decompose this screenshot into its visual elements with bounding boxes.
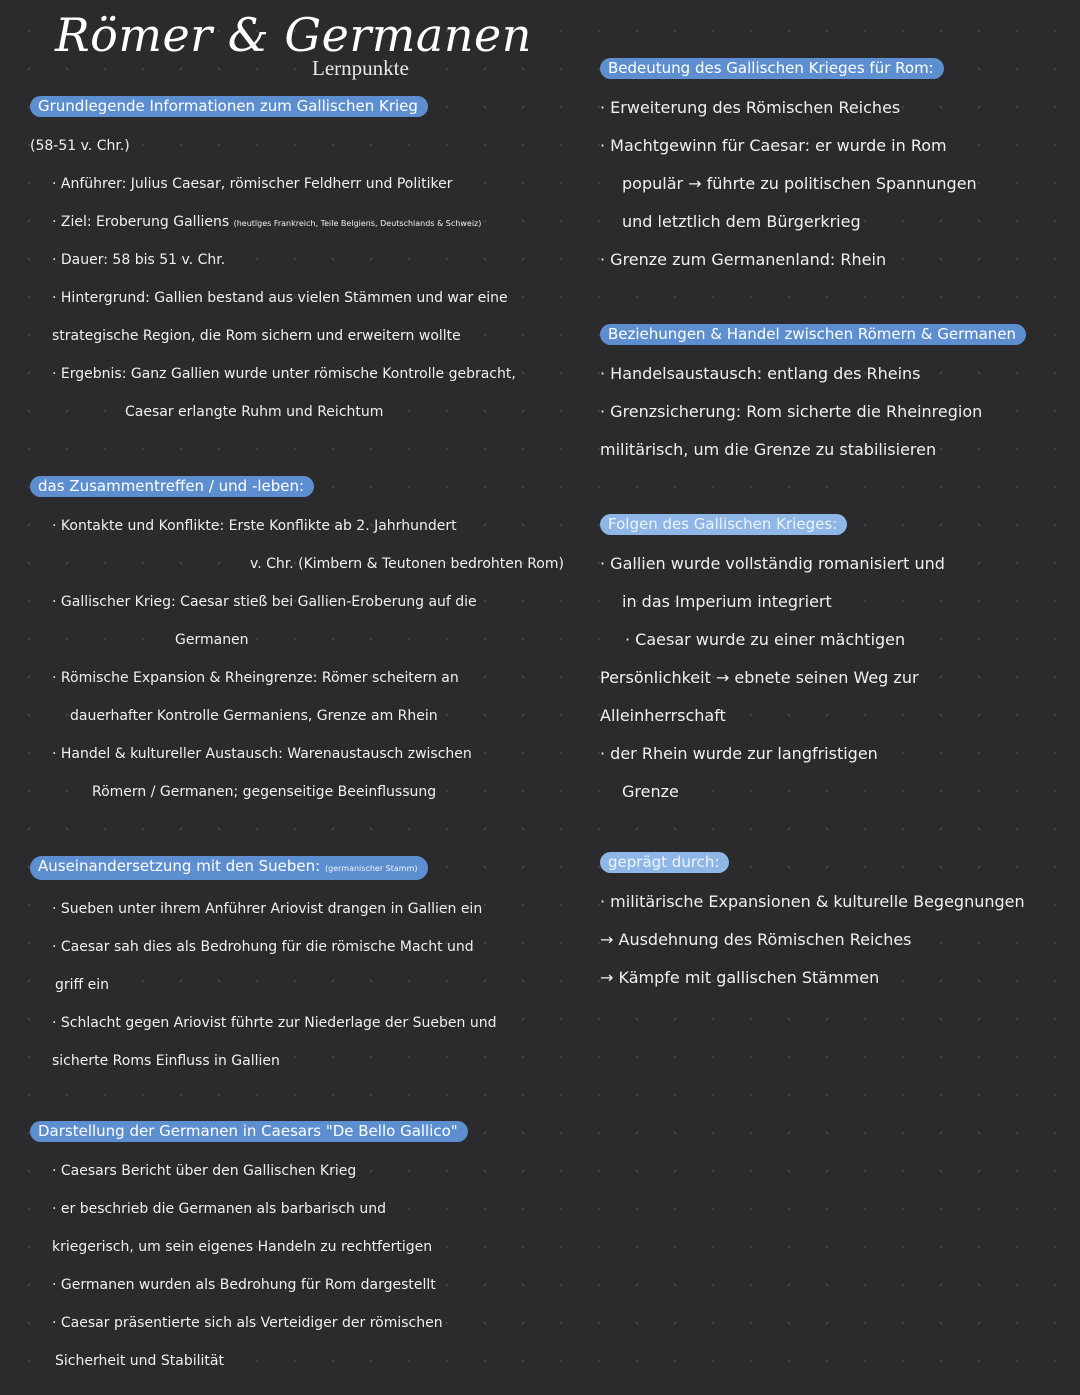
- note-line: · Caesar präsentierte sich als Verteidiger der römischen: [52, 1315, 443, 1331]
- section-heading: das Zusammentreffen / und -leben:: [30, 476, 314, 497]
- section-folgen: [600, 514, 1075, 811]
- note-line: (58-51 v. Chr.): [30, 138, 130, 154]
- note-line: · Handel & kultureller Austausch: Warenaustausch zwischen: [52, 746, 472, 762]
- note-line: · Caesar wurde zu einer mächtigen: [625, 630, 906, 649]
- note-line: · Erweiterung des Römischen Reiches: [600, 98, 901, 117]
- section-heading-text: Auseinandersetzung mit den Sueben:: [38, 857, 321, 875]
- note-line: sicherte Roms Einfluss in Gallien: [52, 1053, 280, 1069]
- note-line: griff ein: [55, 977, 110, 993]
- section-heading: Bedeutung des Gallischen Krieges für Rom:: [600, 58, 944, 79]
- page-subtitle: Lernpunkte: [312, 56, 409, 80]
- section-heading: Darstellung der Germanen in Caesars "De Bello Gallico": [30, 1121, 468, 1142]
- note-line: · Grenzsicherung: Rom sicherte die Rheinregion: [600, 402, 983, 421]
- note-line: Germanen: [175, 632, 249, 648]
- section-lines: [600, 883, 1075, 997]
- note-line: militärisch, um die Grenze zu stabilisieren: [600, 440, 937, 459]
- note-line: · Machtgewinn für Caesar: er wurde in Rom: [600, 136, 947, 155]
- note-line: · Gallien wurde vollständig romanisiert und: [600, 554, 945, 573]
- section-lines: [600, 355, 1075, 469]
- section-grundlegende-informationen: [30, 96, 550, 431]
- section-heading-tag: (germanischer Stamm): [325, 864, 418, 873]
- note-line: populär → führte zu politischen Spannungen: [622, 174, 977, 193]
- note-line: · er beschrieb die Germanen als barbarisch und: [52, 1201, 387, 1217]
- note-line: · Anführer: Julius Caesar, römischer Feldherr und Politiker: [52, 176, 453, 192]
- note-line: · Germanen wurden als Bedrohung für Rom dargestellt: [52, 1277, 436, 1293]
- note-line: · Caesar sah dies als Bedrohung für die römische Macht und: [52, 939, 474, 955]
- section-gepraegt-durch: [600, 852, 1075, 997]
- note-line: · Gallischer Krieg: Caesar stieß bei Gallien-Eroberung auf die: [52, 594, 477, 610]
- note-line: Sicherheit und Stabilität: [55, 1353, 224, 1369]
- note-line: · Sueben unter ihrem Anführer Ariovist drangen in Gallien ein: [52, 901, 483, 917]
- note-line: Alleinherrschaft: [600, 706, 726, 725]
- note-line: · Kontakte und Konflikte: Erste Konflikte ab 2. Jahrhundert: [52, 518, 457, 534]
- section-lines: [30, 127, 550, 431]
- note-line: · Dauer: 58 bis 51 v. Chr.: [52, 252, 226, 268]
- note-line: · Römische Expansion & Rheingrenze: Römer scheitern an: [52, 670, 459, 686]
- page-title: Römer & Germanen: [55, 8, 532, 62]
- note-line: in das Imperium integriert: [622, 592, 832, 611]
- note-line: strategische Region, die Rom sichern und erweitern wollte: [52, 328, 461, 344]
- note-line: kriegerisch, um sein eigenes Handeln zu rechtfertigen: [52, 1239, 433, 1255]
- note-line: · Schlacht gegen Ariovist führte zur Niederlage der Sueben und: [52, 1015, 497, 1031]
- note-line: · Handelsaustausch: entlang des Rheins: [600, 364, 921, 383]
- note-line: Caesar erlangte Ruhm und Reichtum: [125, 404, 384, 420]
- section-heading: [30, 856, 428, 880]
- note-line: v. Chr. (Kimbern & Teutonen bedrohten Rom): [250, 556, 564, 572]
- note-line: · Ergebnis: Ganz Gallien wurde unter römische Kontrolle gebracht,: [52, 366, 516, 382]
- note-line: · Hintergrund: Gallien bestand aus vielen Stämmen und war eine: [52, 290, 508, 306]
- section-zusammentreffen: [30, 476, 564, 811]
- note-line: dauerhafter Kontrolle Germaniens, Grenze am Rhein: [70, 708, 438, 724]
- section-heading: geprägt durch:: [600, 852, 729, 873]
- note-line: Römern / Germanen; gegenseitige Beeinflussung: [92, 784, 437, 800]
- section-lines: [600, 545, 1075, 811]
- section-lines: [30, 1152, 550, 1380]
- note-line: · militärische Expansionen & kulturelle Begegnungen: [600, 892, 1025, 911]
- section-beziehungen-handel: [600, 324, 1075, 469]
- section-heading: Grundlegende Informationen zum Gallischen Krieg: [30, 96, 428, 117]
- section-heading: Beziehungen & Handel zwischen Römern & Germanen: [600, 324, 1026, 345]
- note-line: · der Rhein wurde zur langfristigen: [600, 744, 878, 763]
- note-line: Grenze: [622, 782, 679, 801]
- note-text: · Ziel: Eroberung Galliens: [52, 214, 230, 230]
- section-darstellung-germanen: [30, 1121, 550, 1380]
- note-aside: (heutiges Frankreich, Teile Belgiens, Deutschlands & Schweiz): [233, 219, 482, 228]
- section-bedeutung: [600, 58, 1075, 279]
- note-line: · Grenze zum Germanenland: Rhein: [600, 250, 887, 269]
- section-lines: [600, 89, 1075, 279]
- section-sueben: [30, 856, 550, 1080]
- note-line: · Caesars Bericht über den Gallischen Krieg: [52, 1163, 357, 1179]
- note-line: → Kämpfe mit gallischen Stämmen: [600, 968, 880, 987]
- note-line: → Ausdehnung des Römischen Reiches: [600, 930, 912, 949]
- section-lines: [30, 507, 564, 811]
- note-line: Persönlichkeit → ebnete seinen Weg zur: [600, 668, 919, 687]
- section-lines: [30, 890, 550, 1080]
- note-line: [30, 203, 550, 241]
- note-line: und letztlich dem Bürgerkrieg: [622, 212, 861, 231]
- section-heading: Folgen des Gallischen Krieges:: [600, 514, 847, 535]
